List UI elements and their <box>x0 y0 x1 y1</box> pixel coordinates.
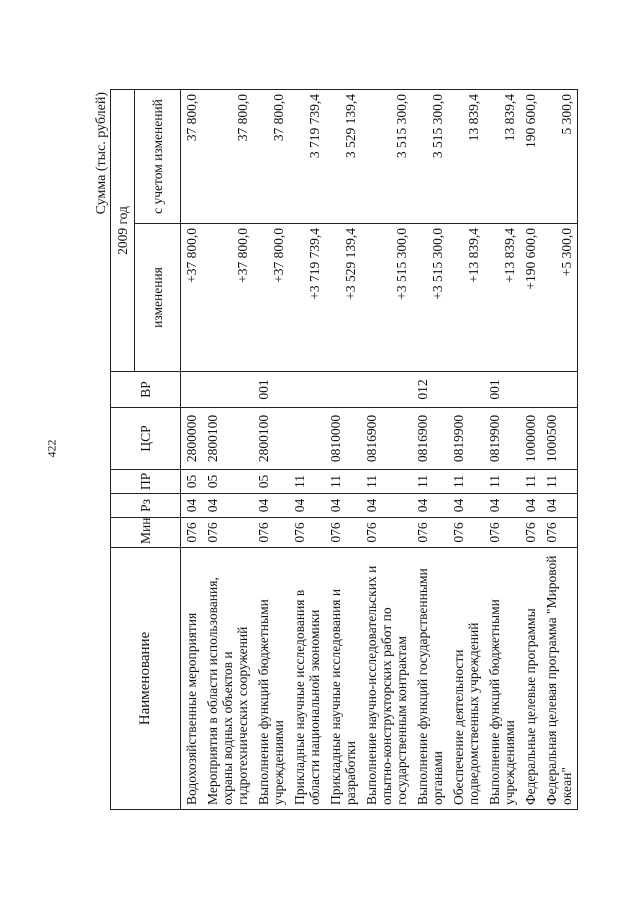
cell-csr <box>289 408 325 470</box>
page-number: 422 <box>44 439 59 458</box>
cell-name: Федеральная целевая программа "Мировой океан" <box>541 548 578 810</box>
cell-pr: 05 <box>181 470 203 494</box>
cell-rz: 04 <box>484 494 520 518</box>
header-min: Мин <box>111 518 181 548</box>
cell-min: 076 <box>361 518 412 548</box>
rotated-table-block <box>95 90 595 810</box>
cell-name: Выполнение функций государственными органами <box>412 548 448 810</box>
cell-vr <box>541 372 578 408</box>
cell-vr <box>520 372 541 408</box>
table-row <box>541 90 578 810</box>
cell-csr: 0810000 <box>325 408 361 470</box>
table-row <box>181 90 203 810</box>
cell-change: +3 515 300,0 <box>412 224 448 372</box>
table-row <box>448 90 484 810</box>
cell-pr: 11 <box>448 470 484 494</box>
cell-total: 3 719 739,4 <box>289 90 325 224</box>
cell-name: Выполнение функций бюджетными учреждениями <box>484 548 520 810</box>
header-vr: ВР <box>111 372 181 408</box>
cell-min: 076 <box>181 518 203 548</box>
cell-pr: 11 <box>541 470 578 494</box>
cell-rz: 04 <box>520 494 541 518</box>
cell-csr: 2800100 <box>202 408 253 470</box>
header-with-changes: с учетом изменений <box>135 90 181 224</box>
cell-rz: 04 <box>541 494 578 518</box>
cell-pr: 11 <box>289 470 325 494</box>
cell-vr <box>325 372 361 408</box>
cell-change: +5 300,0 <box>541 224 578 372</box>
header-pr: ПР <box>111 470 181 494</box>
table-row <box>289 90 325 810</box>
cell-csr: 0816900 <box>361 408 412 470</box>
cell-change: +3 515 300,0 <box>361 224 412 372</box>
cell-total: 13 839,4 <box>448 90 484 224</box>
cell-name: Обеспечение деятельности подведомственных учреждений <box>448 548 484 810</box>
cell-rz: 04 <box>361 494 412 518</box>
cell-csr: 0816900 <box>412 408 448 470</box>
cell-total: 37 800,0 <box>202 90 253 224</box>
cell-total: 3 529 139,4 <box>325 90 361 224</box>
cell-rz: 04 <box>253 494 289 518</box>
cell-pr: 05 <box>253 470 289 494</box>
table-row <box>520 90 541 810</box>
cell-total: 3 515 300,0 <box>412 90 448 224</box>
header-changes: изменения <box>135 224 181 372</box>
cell-name: Мероприятия в области использования, охраны водных объектов и гидротехнических сооружений <box>202 548 253 810</box>
cell-change: +13 839,4 <box>484 224 520 372</box>
budget-table <box>110 89 578 810</box>
header-name: Наименование <box>111 548 181 810</box>
header-csr: ЦСР <box>111 408 181 470</box>
table-row <box>202 90 253 810</box>
cell-min: 076 <box>412 518 448 548</box>
cell-total: 37 800,0 <box>253 90 289 224</box>
cell-change: +37 800,0 <box>202 224 253 372</box>
cell-min: 076 <box>520 518 541 548</box>
cell-csr: 0819900 <box>484 408 520 470</box>
cell-pr: 11 <box>484 470 520 494</box>
cell-csr: 0819900 <box>448 408 484 470</box>
cell-change: +37 800,0 <box>253 224 289 372</box>
cell-min: 076 <box>484 518 520 548</box>
table-row <box>361 90 412 810</box>
cell-pr: 11 <box>412 470 448 494</box>
cell-rz: 04 <box>289 494 325 518</box>
cell-rz: 04 <box>181 494 203 518</box>
cell-name: Выполнение научно-исследовательских и опытно-конструкторских работ по государственным контрактам <box>361 548 412 810</box>
header-year: 2009 год <box>111 90 135 372</box>
cell-min: 076 <box>448 518 484 548</box>
cell-change: +13 839,4 <box>448 224 484 372</box>
cell-vr: 001 <box>484 372 520 408</box>
table-row <box>253 90 289 810</box>
cell-csr: 2800000 <box>181 408 203 470</box>
cell-change: +37 800,0 <box>181 224 203 372</box>
cell-vr <box>202 372 253 408</box>
cell-min: 076 <box>325 518 361 548</box>
cell-name: Выполнение функций бюджетными учреждениями <box>253 548 289 810</box>
cell-csr: 1000000 <box>520 408 541 470</box>
cell-csr: 1000500 <box>541 408 578 470</box>
units-caption: Сумма (тыс. рублей) <box>94 92 109 215</box>
table-body <box>181 90 578 810</box>
cell-vr <box>448 372 484 408</box>
table-row <box>412 90 448 810</box>
header-rz: Рз <box>111 494 181 518</box>
table-row <box>484 90 520 810</box>
cell-change: +190 600,0 <box>520 224 541 372</box>
cell-rz: 04 <box>412 494 448 518</box>
cell-change: +3 719 739,4 <box>289 224 325 372</box>
cell-total: 190 600,0 <box>520 90 541 224</box>
cell-vr <box>289 372 325 408</box>
cell-pr: 11 <box>325 470 361 494</box>
cell-rz: 04 <box>202 494 253 518</box>
cell-min: 076 <box>289 518 325 548</box>
cell-vr: 012 <box>412 372 448 408</box>
cell-total: 37 800,0 <box>181 90 203 224</box>
cell-name: Прикладные научные исследования и разработки <box>325 548 361 810</box>
cell-rz: 04 <box>325 494 361 518</box>
table-row <box>325 90 361 810</box>
cell-pr: 11 <box>361 470 412 494</box>
cell-name: Водохозяйственные мероприятия <box>181 548 203 810</box>
cell-pr: 11 <box>520 470 541 494</box>
cell-pr: 05 <box>202 470 253 494</box>
cell-min: 076 <box>202 518 253 548</box>
cell-min: 076 <box>253 518 289 548</box>
cell-csr: 2800100 <box>253 408 289 470</box>
cell-vr <box>361 372 412 408</box>
cell-change: +3 529 139,4 <box>325 224 361 372</box>
cell-vr: 001 <box>253 372 289 408</box>
cell-min: 076 <box>541 518 578 548</box>
cell-rz: 04 <box>448 494 484 518</box>
cell-name: Прикладные научные исследования в области национальной экономики <box>289 548 325 810</box>
cell-vr <box>181 372 203 408</box>
cell-total: 5 300,0 <box>541 90 578 224</box>
cell-total: 3 515 300,0 <box>361 90 412 224</box>
cell-name: Федеральные целевые программы <box>520 548 541 810</box>
cell-total: 13 839,4 <box>484 90 520 224</box>
